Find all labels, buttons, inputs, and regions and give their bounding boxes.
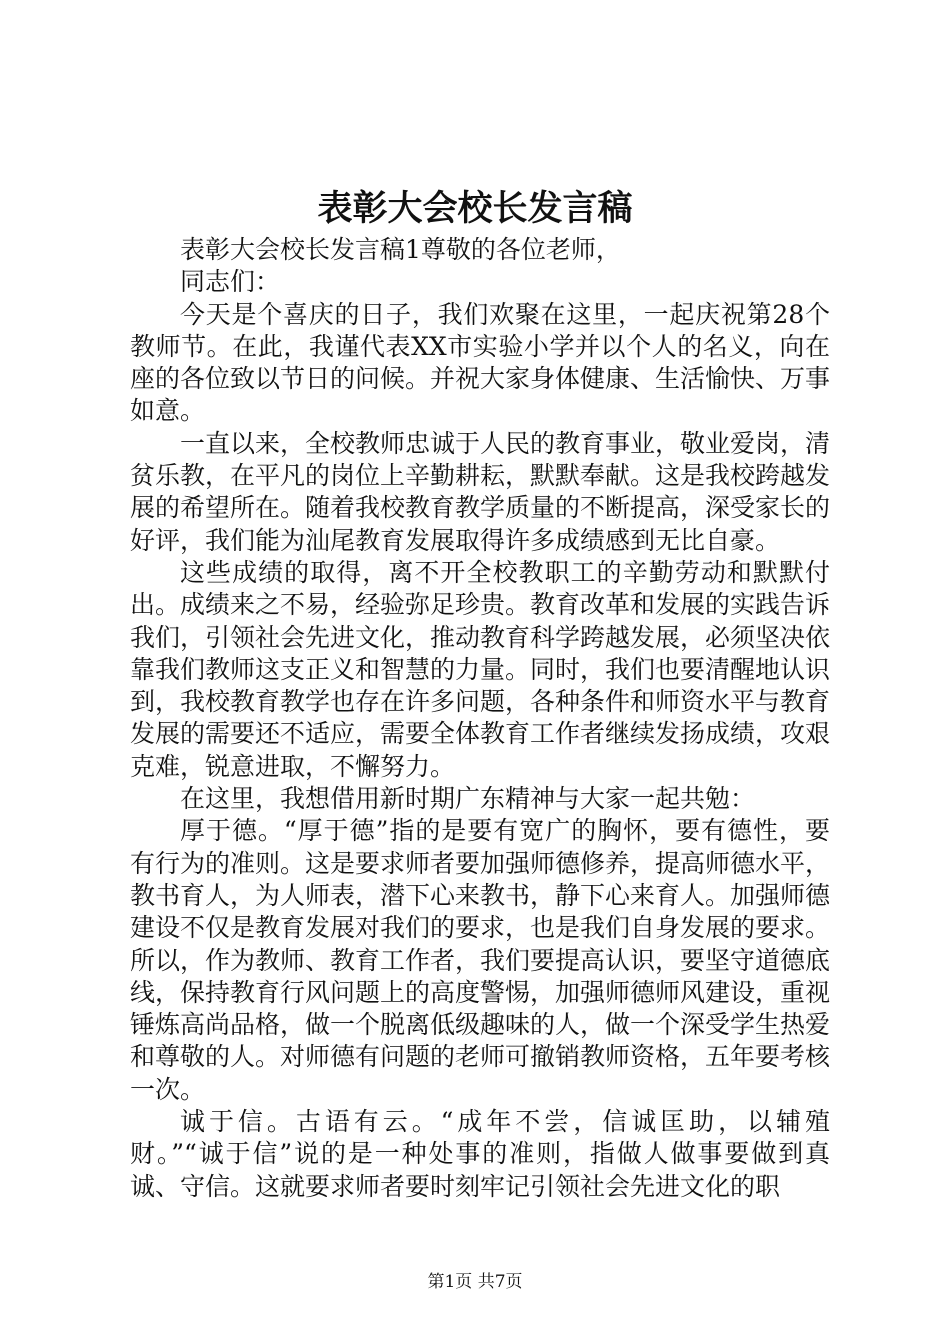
page-title: 表彰大会校长发言稿 xyxy=(317,188,633,229)
page-number-footer: 第1页 共7页 xyxy=(427,1272,523,1292)
salutation-line: 表彰大会校长发言稿1尊敬的各位老师， xyxy=(180,235,621,264)
document-body xyxy=(130,234,830,1203)
body-paragraph: 一直以来，全校教师忠诚于人民的教育事业，敬业爱岗，清贫乐教，在平凡的岗位上辛勤耕耘，默默奉献。这是我校跨越发展的希望所在。随着我校教育教学质量的不断提高，深受家长的好评，我们能为汕尾教育发展取得许多成绩感到无比自豪。 xyxy=(130,428,831,555)
body-paragraph: 诚于信。古语有云。“成年不尝，信诚匡助，以辅殖财。”“诚于信”说的是一种处事的准则，指做人做事要做到真诚、守信。这就要求师者要时刻牢记引领社会先进文化的职 xyxy=(130,1107,830,1201)
body-paragraph: 这些成绩的取得，离不开全校教职工的辛勤劳动和默默付出。成绩来之不易，经验弥足珍贵。教育改革和发展的实践告诉我们，引领社会先进文化，推动教育科学跨越发展，必须坚决依靠我们教师这支正义和智慧的力量。同时，我们也要清醒地认识到，我校教育教学也存在许多问题，各种条件和师资水平与教育发展的需要还不适应，需要全体教育工作者继续发扬成绩，攻艰克难，锐意进取，不懈努力。 xyxy=(130,557,831,781)
salutation-line: 同志们： xyxy=(180,267,281,297)
body-paragraph: 今天是个喜庆的日子，我们欢聚在这里，一起庆祝第28个教师节。在此，我谨代表XX市实验小学并以个人的名义，向在座的各位致以节日的问候。并祝大家身体健康、生活愉快、万事如意。 xyxy=(130,299,831,426)
body-paragraph: 在这里，我想借用新时期广东精神与大家一起共勉： xyxy=(180,784,756,814)
body-paragraph: 厚于德。“厚于德”指的是要有宽广的胸怀，要有德性，要有行为的准则。这是要求师者要加强师德修养，提高师德水平，教书育人，为人师表，潜下心来教书，静下心来育人。加强师德建设不仅是教育发展对我们的要求，也是我们自身发展的要求。所以，作为教师、教育工作者，我们要提高认识，要坚守道德底线，保持教育行风问题上的高度警惕，加强师德师风建设，重视锤炼高尚品格，做一个脱离低级趣味的人，做一个深受学生热爱和尊敬的人。对师德有问题的老师可撤销教师资格，五年要考核一次。 xyxy=(130,816,831,1104)
